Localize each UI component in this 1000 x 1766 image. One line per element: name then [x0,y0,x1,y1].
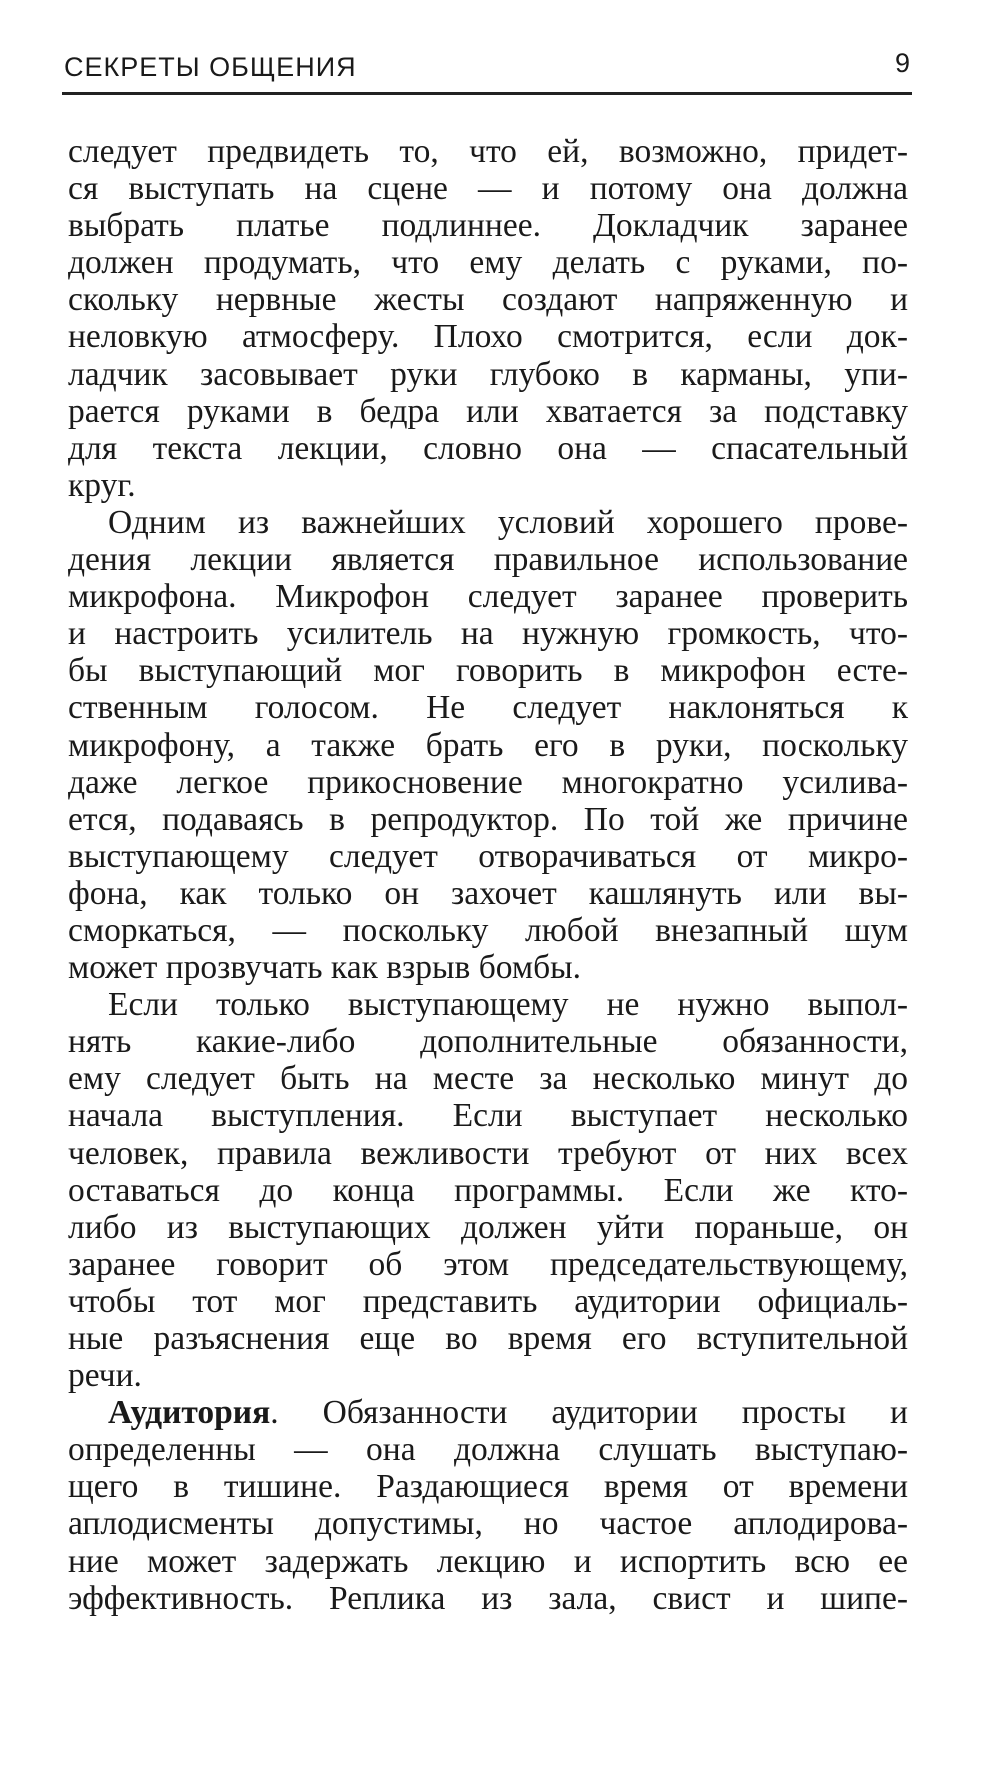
paragraph-line: сморкаться, — поскольку любой внезапный шум [68,911,908,949]
paragraph-line: неловкую атмосферу. Плохо смотрится, если док- [68,318,908,356]
paragraph-line: ему следует быть на месте за несколько минут до [68,1060,908,1098]
paragraph-line: чтобы тот мог представить аудитории официаль- [68,1282,908,1320]
paragraph-line: ственным голосом. Не следует наклоняться к [68,689,908,727]
page-header [62,44,912,95]
paragraph-line-text: . Обязанности аудитории просты и [270,1394,908,1432]
body-text [68,133,908,1617]
paragraph-line: микрофона. Микрофон следует заранее проверить [68,578,908,616]
section-heading: Аудитория [108,1394,271,1432]
paragraph [68,504,908,986]
paragraph-line: дения лекции является правильное использование [68,541,908,579]
paragraph-line: даже легкое прикосновение многократно усилива- [68,763,908,801]
paragraph-line: Если только выступающему не нужно выпол- [108,986,908,1024]
paragraph-line: нять какие-либо дополнительные обязанности, [68,1023,908,1061]
paragraph-line: может прозвучать как взрыв бомбы. [68,949,582,987]
running-head: СЕКРЕТЫ ОБЩЕНИЯ [64,52,357,82]
paragraph-line: следует предвидеть то, что ей, возможно, придет- [68,133,908,170]
paragraph-line: определенны — она должна слушать выступаю- [68,1431,908,1469]
paragraph-line: ние может задержать лекцию и испортить всю ее [68,1542,908,1580]
paragraph-line: либо из выступающих должен уйти пораньше, он [68,1208,908,1246]
paragraph-line: микрофону, а также брать его в руки, поскольку [68,726,908,764]
paragraph [68,986,908,1394]
paragraph-line: выступающему следует отворачиваться от микро- [68,837,908,875]
page-number: 9 [894,48,910,78]
paragraph-line: ладчик засовывает руки глубоко в карманы, упи- [68,355,908,393]
paragraph-line: ные разъяснения еще во время его вступительной [68,1320,908,1357]
paragraph-line: рается руками в бедра или хватается за подставку [68,392,908,430]
paragraph-line: начала выступления. Если выступает несколько [68,1097,908,1135]
paragraph-line: человек, правила вежливости требуют от них всех [68,1134,908,1172]
paragraph-line: эффективность. Реплика из зала, свист и шипе- [68,1579,908,1617]
paragraph-line: круг. [68,466,136,504]
paragraph-line: аплодисменты допустимы, но частое аплодирова- [68,1505,908,1543]
paragraph-line: Одним из важнейших условий хорошего прове- [108,503,908,541]
paragraph-line: речи. [68,1357,142,1395]
paragraph-line: ется, подаваясь в репродуктор. По той же причине [68,800,908,838]
paragraph-line: должен продумать, что ему делать с руками, по- [68,244,908,282]
paragraph-line: щего в тишине. Раздающиеся время от времени [68,1468,908,1506]
paragraph-line [68,1394,908,1431]
paragraph-line: фона, как только он захочет кашлянуть или вы- [68,874,908,912]
paragraph-line: выбрать платье подлиннее. Докладчик заранее [68,207,908,245]
paragraph [68,133,908,504]
paragraph-line: скольку нервные жесты создают напряженную и [68,281,908,319]
paragraph-line: и настроить усилитель на нужную громкость, что- [68,615,908,653]
paragraph-line: бы выступающий мог говорить в микрофон есте- [68,652,908,690]
paragraph-line: ся выступать на сцене — и потому она должна [68,170,908,208]
paragraph-line: оставаться до конца программы. Если же кто- [68,1171,908,1209]
paragraph-line: для текста лекции, словно она — спасательный [68,429,908,467]
paragraph-line: заранее говорит об этом председательствующему, [68,1245,908,1283]
paragraph [68,1394,908,1617]
